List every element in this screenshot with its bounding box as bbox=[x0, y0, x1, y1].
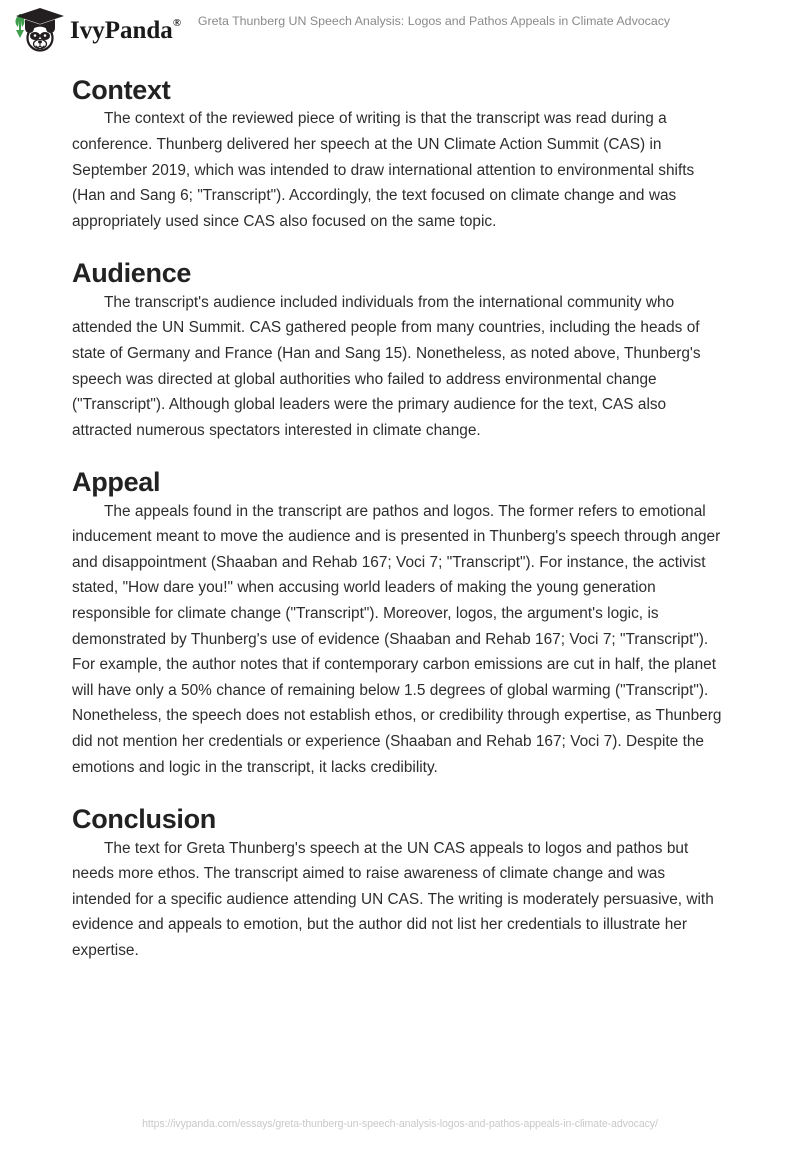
section-appeal bbox=[72, 466, 722, 780]
paragraph: The text for Greta Thunberg's speech at the UN CAS appeals to logos and pathos but needs more ethos. The transcript aimed to raise awareness of climate change and was intended for a specific audience attending UN CAS. The writing is moderately persuasive, with evidence and appeals to emotion, but the author did not list her credentials to illustrate her expertise. bbox=[72, 839, 714, 959]
document-title: Greta Thunberg UN Speech Analysis: Logos and Pathos Appeals in Climate Advocacy bbox=[197, 14, 671, 28]
section-heading-context: Context bbox=[72, 75, 171, 105]
section-heading-audience: Audience bbox=[72, 258, 192, 289]
section-context bbox=[72, 74, 722, 234]
section-conclusion bbox=[72, 803, 722, 963]
registered-mark-icon: ® bbox=[172, 17, 182, 30]
paragraph: The context of the reviewed piece of writing is that the transcript was read during a conference. Thunberg delivered her speech at the UN Climate Action Summit (CAS) in September 2019, which was intended to draw international attention to environmental shifts (Han and Sang 6; "Transcript"). Accordingly, the text focused on climate change and was appropriately used since CAS also focused on the same topic. bbox=[72, 110, 695, 230]
page-footer bbox=[0, 1114, 800, 1132]
panda-graduate-logo-icon bbox=[14, 6, 66, 52]
source-url[interactable]: https://ivypanda.com/essays/greta-thunberg-un-speech-analysis-logos-and-pathos-appeals-in-climate-advocacy/ bbox=[142, 1118, 658, 1130]
paragraph: The transcript's audience included individuals from the international community who attended the UN Summit. CAS gathered people from many countries, including the heads of state of Germany and France (Han and Sang 15). Nonetheless, as noted above, Thunberg's speech was directed at global authorities who failed to address environmental change ("Transcript"). Although global leaders were the primary audience for the text, CAS also attracted numerous spectators interested in climate change. bbox=[72, 293, 701, 439]
brand-name-text: IvyPanda bbox=[70, 16, 173, 44]
section-heading-appeal: Appeal bbox=[72, 467, 161, 498]
document-body bbox=[72, 58, 722, 964]
page-header bbox=[0, 0, 800, 58]
section-heading-conclusion: Conclusion bbox=[72, 804, 216, 835]
brand-logo-link[interactable] bbox=[14, 6, 181, 52]
paragraph: The appeals found in the transcript are pathos and logos. The former refers to emotional inducement meant to move the audience and is presented in Thunberg's speech through anger and disappointment (Shaaban and Rehab 167; Voci 7; "Transcript"). For instance, the activist stated, "How dare you!" when accusing world leaders of making the young generation responsible for climate change ("Transcript"). Moreover, logos, the argument's logic, is demonstrated by Thunberg's use of evidence (Shaaban and Rehab 167; Voci 7; "Transcript"). For example, the author notes that if contemporary carbon emissions are cut in half, the planet will have only a 50% chance of remaining below 1.5 degrees of global warming ("Transcript"). Nonetheless, the speech does not establish ethos, or credibility through expertise, as Thunberg did not mention her credentials or experience (Shaaban and Rehab 167; Voci 7). Despite the emotions and logic in the transcript, it lacks credibility. bbox=[72, 502, 722, 776]
section-audience bbox=[72, 257, 722, 443]
